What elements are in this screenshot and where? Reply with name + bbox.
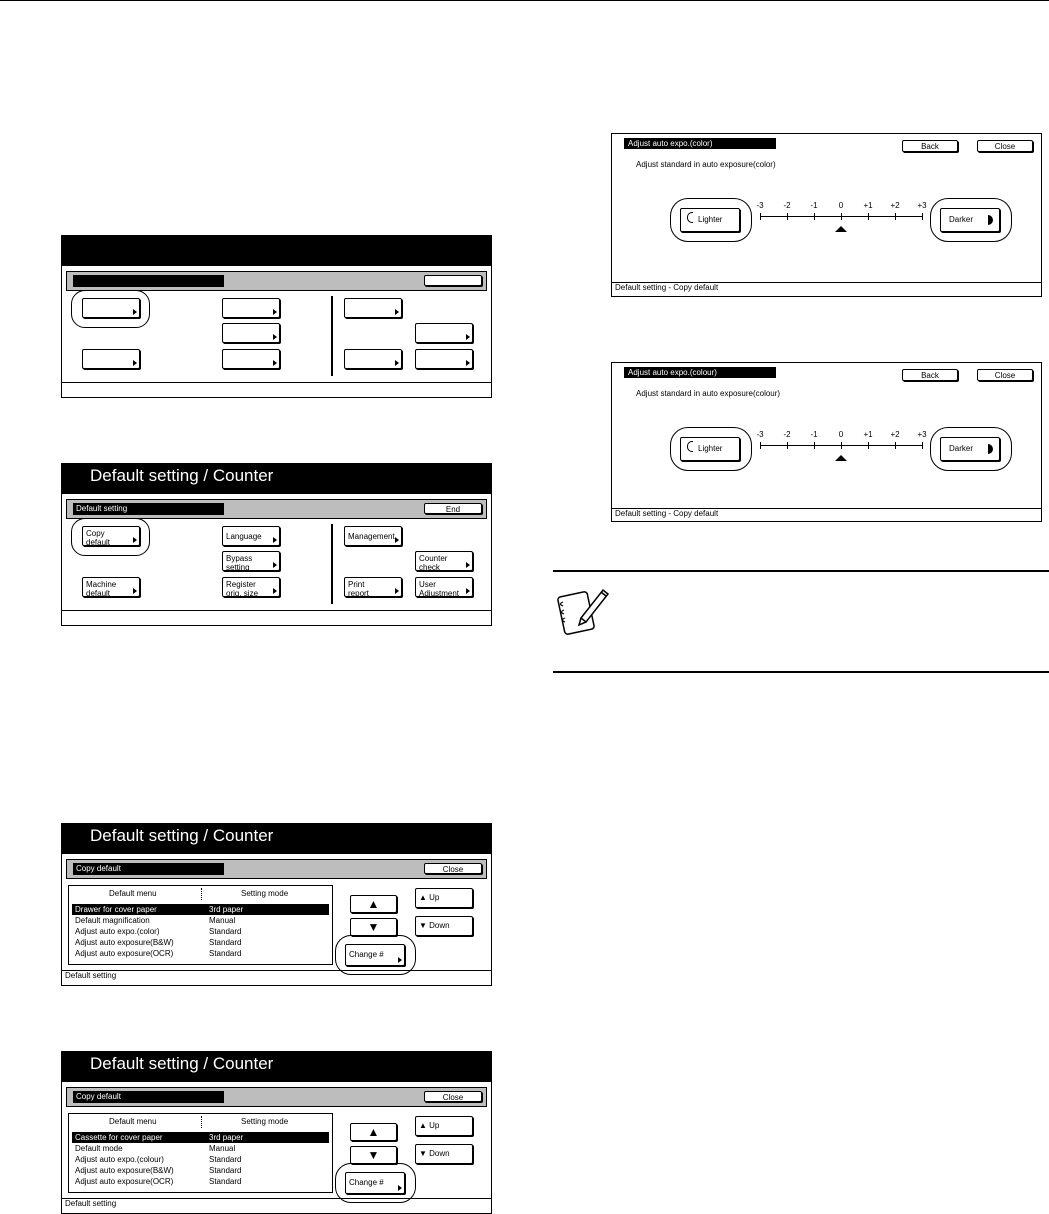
back-button[interactable]: Back [902,140,958,152]
scale-label: 0 [838,430,844,439]
scale-label: -1 [810,201,818,210]
user-adjustment-button[interactable] [415,349,473,369]
note-top-rule [553,570,1049,572]
menu-bar-label [73,275,224,287]
copy-default-button[interactable]: Copy default [82,526,140,546]
header-divider [201,1116,202,1128]
menu-bar-label: Copy default [73,1091,224,1103]
list-row[interactable]: Default magnification Manual [75,916,236,925]
status-line: Default setting [62,970,491,985]
scale-tick [760,442,761,449]
close-button[interactable]: Close [977,140,1033,152]
down-button[interactable]: ▼ Down [415,1144,473,1164]
close-button[interactable]: Close [424,1091,482,1102]
default-menu-list [68,1113,333,1193]
scale-label: +2 [890,201,900,210]
menu-bar [66,1087,487,1107]
screen-title-bar [62,236,491,266]
menu-bar [66,499,487,519]
list-row[interactable]: Adjust auto exposure(B&W) Standard [75,1166,242,1175]
adjust-auto-expo-colour-screen [611,362,1042,522]
up-button[interactable]: ▲ Up [415,888,473,908]
description: Adjust standard in auto exposure(colour) [636,389,781,398]
list-row[interactable]: Drawer for cover paper 3rd paper [72,904,329,915]
triangle-up-icon: ▲ [367,897,380,911]
machine-default-button[interactable]: Machine default [82,577,140,597]
scale-tick [922,213,923,220]
register-orig-size-button[interactable] [222,349,280,369]
scale-label: -1 [810,430,818,439]
screen-title: Default setting / Counter [90,466,274,485]
scale-label: +2 [890,430,900,439]
notepad-pencil-icon [553,582,613,640]
menu-bar-label: Default setting [73,503,224,515]
adjust-auto-expo-color-screen [611,133,1042,297]
screen-title-bar [62,1052,491,1082]
lighter-icon [687,441,693,452]
bypass-setting-button[interactable] [222,323,280,343]
menu-bar [66,271,487,291]
triangle-down-icon: ▼ [419,921,427,930]
down-button[interactable]: ▼ Down [415,916,473,936]
scale-tick [895,442,896,449]
change-button[interactable]: Change # [345,944,405,966]
scale-tick [868,213,869,220]
scale-label: +1 [863,430,873,439]
scale-tick [814,442,815,449]
counter-check-button[interactable]: Counter check [415,551,473,571]
management-button[interactable]: Management [344,526,402,546]
current-level-indicator [835,226,847,232]
page-top-rule [0,0,1049,1]
management-button[interactable] [344,298,402,318]
list-row[interactable]: Default mode Manual [75,1144,236,1153]
list-row[interactable]: Cassette for cover paper 3rd paper [72,1132,329,1143]
status-line [62,610,491,625]
scale-label: +3 [917,430,927,439]
lighter-icon [687,212,693,223]
scale-tick [787,213,788,220]
triangle-down-icon: ▼ [367,920,380,934]
list-row[interactable]: Adjust auto exposure(B&W) Standard [75,938,242,947]
scale-tick [841,442,842,449]
status-line: Default setting - Copy default [612,508,1041,523]
list-row[interactable]: Adjust auto exposure(OCR) Standard [75,1177,242,1186]
scale-tick [760,213,761,220]
current-level-indicator [835,455,847,461]
status-line: Default setting [62,1198,491,1213]
list-row[interactable]: Adjust auto expo.(color) Standard [75,927,242,936]
up-button[interactable]: ▲ Up [415,1116,473,1136]
counter-check-button[interactable] [415,323,473,343]
list-row[interactable]: Adjust auto expo.(colour) Standard [75,1155,242,1164]
triangle-up-icon: ▲ [367,1125,380,1139]
machine-default-button[interactable] [82,349,140,369]
menu-bar [66,859,487,879]
screen-title-bar [62,464,491,494]
scale-tick [841,213,842,220]
status-line: Default setting - Copy default [612,282,1041,297]
scroll-up-arrow-button[interactable] [350,1123,397,1141]
divider [331,296,333,376]
copy-default-screen-alt [61,1051,492,1214]
triangle-down-icon: ▼ [419,1149,427,1158]
screen-title-bar [62,824,491,854]
scale-label: -2 [783,430,791,439]
scale-tick [922,442,923,449]
scale-tick [814,213,815,220]
col-header-setting-mode: Setting mode [241,889,289,898]
default-setting-screen [61,463,492,626]
screen-title: Default setting / Counter [90,1054,274,1073]
col-header-setting-mode: Setting mode [241,1117,289,1126]
scale-label: +1 [863,201,873,210]
scroll-down-arrow-button[interactable] [350,1146,397,1164]
language-button[interactable]: Language [222,526,280,546]
close-button[interactable]: Close [424,863,482,874]
triangle-up-icon: ▲ [419,1121,427,1130]
lighter-button[interactable]: Lighter [680,208,740,232]
description: Adjust standard in auto exposure(color) [636,160,776,169]
darker-icon [988,215,993,225]
lighter-button[interactable]: Lighter [680,437,740,461]
divider [331,524,333,604]
copy-default-button[interactable] [82,298,140,318]
note-bottom-rule [553,671,1049,673]
scroll-down-arrow-button[interactable] [350,918,397,936]
copy-default-screen [61,823,492,986]
language-button[interactable] [222,298,280,318]
header-divider [201,888,202,900]
end-button[interactable]: End [424,503,482,514]
screen-title: Adjust auto expo.(color) [624,138,776,149]
screen-title: Default setting / Counter [90,826,274,845]
triangle-up-icon: ▲ [419,893,427,902]
blank-settings-screen [61,235,492,398]
change-button[interactable]: Change # [345,1172,405,1194]
bypass-setting-button[interactable]: Bypass setting [222,551,280,571]
col-header-default-menu: Default menu [109,889,157,898]
col-header-default-menu: Default menu [109,1117,157,1126]
print-report-button[interactable] [344,349,402,369]
darker-icon [988,444,993,454]
scale-label: +3 [917,201,927,210]
scale-tick [787,442,788,449]
end-button[interactable] [424,275,482,286]
scale-tick [895,213,896,220]
scroll-up-arrow-button[interactable] [350,895,397,913]
print-report-button[interactable]: Print report [344,577,402,597]
triangle-down-icon: ▼ [367,1148,380,1162]
screen-title: Adjust auto expo.(colour) [624,367,776,378]
scale-label: -2 [783,201,791,210]
status-line [62,382,491,397]
register-orig-size-button[interactable]: Register orig. size [222,577,280,597]
scale-label: -3 [756,201,764,210]
darker-button[interactable]: Darker [940,208,1000,232]
scale-label: 0 [838,201,844,210]
darker-button[interactable]: Darker [940,437,1000,461]
scale-label: -3 [756,430,764,439]
back-button[interactable]: Back [902,369,958,381]
user-adjustment-button[interactable]: User Adjustment [415,577,473,597]
scale-tick [868,442,869,449]
close-button[interactable]: Close [977,369,1033,381]
menu-bar-label: Copy default [73,863,224,875]
list-row[interactable]: Adjust auto exposure(OCR) Standard [75,949,242,958]
default-menu-list [68,885,333,965]
